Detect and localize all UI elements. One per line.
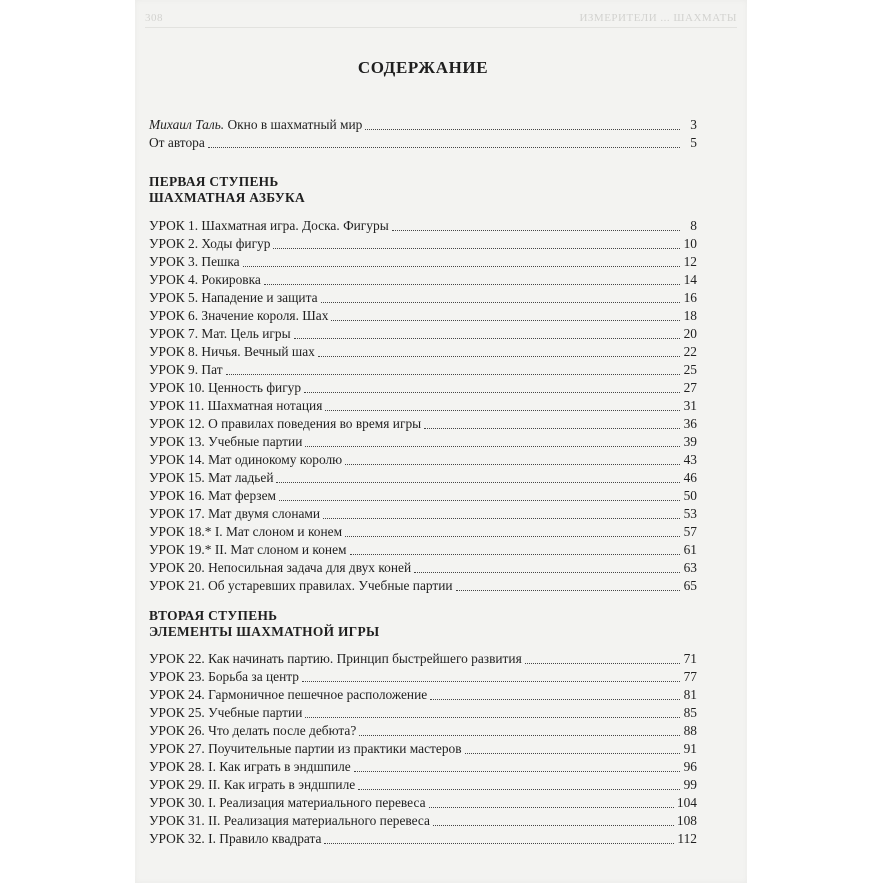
toc-entry-label: УРОК 8. Ничья. Вечный шах [149,344,315,359]
leader-dots [525,662,680,664]
toc-entry[interactable] [149,235,697,253]
toc-entry-page: 108 [676,813,697,828]
leader-dots [276,481,680,483]
toc-entry[interactable] [149,379,697,397]
leader-dots [294,337,680,339]
leader-dots [273,247,680,249]
toc-entry-label: УРОК 29. II. Как играть в эндшпиле [149,777,356,792]
toc-entry-label: УРОК 10. Ценность фигур [149,380,302,395]
toc-entry-label: УРОК 13. Учебные партии [149,434,303,449]
toc-entry-page: 61 [683,542,697,557]
toc-entry-page: 39 [683,434,697,449]
toc-entry-label: УРОК 27. Поучительные партии из практики мастеров [149,741,462,756]
toc-entry[interactable] [149,577,697,595]
leader-dots [430,698,680,700]
toc-entry[interactable] [149,433,697,451]
toc-entry-page: 57 [683,524,697,539]
toc-entry-label: УРОК 32. I. Правило квадрата [149,831,322,846]
toc-entry-page: 85 [683,705,697,720]
toc-entry-page: 5 [690,135,697,150]
toc-entry-label: УРОК 25. Учебные партии [149,705,303,720]
leader-dots [414,571,680,573]
leader-dots [318,355,680,357]
toc-entry-page: 112 [677,831,697,846]
toc-entry-label: УРОК 15. Мат ладьей [149,470,274,485]
section-entries [149,217,697,595]
toc-entry-label: УРОК 20. Непосильная задача для двух коней [149,560,412,575]
toc-entry-label: УРОК 17. Мат двумя слонами [149,506,321,521]
toc-entry[interactable] [149,253,697,271]
leader-dots [345,463,680,465]
leader-dots [359,734,680,736]
toc-entry[interactable] [149,830,697,848]
toc-entry-label: УРОК 12. О правилах поведения во время игры [149,416,422,431]
toc-entry-page: 10 [683,236,697,251]
toc-entry-page: 46 [683,470,697,485]
toc-entry-label: УРОК 16. Мат ферзем [149,488,277,503]
toc-entry[interactable] [149,758,697,776]
toc-entry-author: Михаил Таль. [149,117,225,132]
page-title: СОДЕРЖАНИЕ [357,58,489,77]
toc-entry-page: 25 [683,362,697,377]
toc-entry[interactable] [149,686,697,704]
leader-dots [456,589,680,591]
toc-entry-page: 71 [683,651,697,666]
toc-entry-page: 53 [683,506,697,521]
toc-entry-page: 14 [683,272,697,287]
toc-entry-page: 65 [683,578,697,593]
toc-entry-label: УРОК 30. I. Реализация материального перевеса [149,795,426,810]
toc-entry-label: УРОК 5. Нападение и защита [149,290,318,305]
leader-dots [324,842,674,844]
leader-dots [365,128,680,130]
toc-entry[interactable] [149,415,697,433]
toc-entry-page: 16 [683,290,697,305]
leader-dots [323,517,680,519]
leader-dots [392,229,680,231]
toc-entry-page: 36 [683,416,697,431]
toc-entry[interactable] [149,134,697,152]
toc-entry[interactable] [149,325,697,343]
toc-entry[interactable] [149,217,697,235]
toc-entry-label: УРОК 23. Борьба за центр [149,669,299,684]
running-head-page-number: 308 [145,12,163,24]
toc-entry[interactable] [149,650,697,668]
toc-entry-page: 3 [690,117,697,132]
section-first-step [149,174,697,595]
toc-entry[interactable] [149,704,697,722]
section-subheading: ШАХМАТНАЯ АЗБУКА [149,190,306,205]
toc-entry[interactable] [149,559,697,577]
leader-dots [465,752,680,754]
toc-entry[interactable] [149,722,697,740]
toc-entry[interactable] [149,116,697,134]
leader-dots [433,824,674,826]
leader-dots [208,146,680,148]
leader-dots [305,716,680,718]
toc-entry-page: 20 [683,326,697,341]
intro-entries [149,116,697,152]
running-head [145,12,737,28]
toc-entry-label: Окно в шахматный мир [224,117,363,132]
toc-entry-page: 43 [683,452,697,467]
toc-entry[interactable] [149,343,697,361]
toc-entry[interactable] [149,668,697,686]
toc-entry-label: УРОК 9. Пат [149,362,223,377]
section-second-step [149,608,697,848]
book-page [135,0,747,883]
leader-dots [321,301,680,303]
toc-entry-label: УРОК 21. Об устаревших правилах. Учебные партии [149,578,453,593]
toc-entry-page: 96 [683,759,697,774]
toc-entry[interactable] [149,776,697,794]
toc-entry-label: УРОК 19.* II. Мат слоном и конем [149,542,347,557]
section-entries [149,650,697,848]
toc-entry-page: 77 [683,669,697,684]
leader-dots [226,373,680,375]
table-of-contents [149,58,697,848]
toc-entry-label: От автора [149,135,205,150]
leader-dots [302,680,680,682]
toc-entry[interactable] [149,541,697,559]
toc-entry-label: УРОК 22. Как начинать партию. Принцип быстрейшего развития [149,651,522,666]
toc-entry[interactable] [149,740,697,758]
toc-entry-page: 27 [683,380,697,395]
toc-entry-page: 81 [683,687,697,702]
toc-entry-label: УРОК 2. Ходы фигур [149,236,271,251]
toc-entry[interactable] [149,271,697,289]
toc-entry-label: УРОК 14. Мат одинокому королю [149,452,343,467]
toc-entry-page: 12 [683,254,697,269]
toc-entry-label: УРОК 4. Рокировка [149,272,261,287]
toc-entry[interactable] [149,523,697,541]
toc-entry-page: 88 [683,723,697,738]
toc-entry[interactable] [149,505,697,523]
leader-dots [354,770,680,772]
toc-entry[interactable] [149,307,697,325]
toc-entry-page: 91 [683,741,697,756]
toc-entry-label: УРОК 11. Шахматная нотация [149,398,323,413]
toc-entry[interactable] [149,397,697,415]
section-heading: ПЕРВАЯ СТУПЕНЬ [149,174,279,189]
leader-dots [243,265,680,267]
toc-entry-label: УРОК 31. II. Реализация материального перевеса [149,813,430,828]
toc-entry[interactable] [149,794,697,812]
toc-entry-page: 22 [683,344,697,359]
leader-dots [350,553,680,555]
toc-entry-label: УРОК 24. Гармоничное пешечное расположение [149,687,428,702]
toc-entry-label: УРОК 1. Шахматная игра. Доска. Фигуры [149,218,389,233]
toc-entry-page: 99 [683,777,697,792]
toc-entry-label: УРОК 28. I. Как играть в эндшпиле [149,759,351,774]
leader-dots [264,283,680,285]
section-heading: ВТОРАЯ СТУПЕНЬ [149,608,278,623]
toc-entry-label: УРОК 26. Что делать после дебюта? [149,723,357,738]
toc-entry-page: 18 [683,308,697,323]
toc-entry-page: 104 [676,795,697,810]
toc-entry-page: 8 [690,218,697,233]
toc-entry[interactable] [149,361,697,379]
leader-dots [345,535,680,537]
toc-entry[interactable] [149,469,697,487]
toc-entry[interactable] [149,487,697,505]
leader-dots [304,391,680,393]
toc-entry[interactable] [149,451,697,469]
running-head-title: ИЗМЕРИТЕЛИ ... ШАХМАТЫ [579,12,737,24]
leader-dots [331,319,680,321]
leader-dots [429,806,674,808]
leader-dots [279,499,680,501]
toc-entry-label: УРОК 7. Мат. Цель игры [149,326,291,341]
toc-entry[interactable] [149,812,697,830]
toc-entry-label: УРОК 6. Значение короля. Шах [149,308,329,323]
toc-entry-label: УРОК 3. Пешка [149,254,240,269]
toc-entry-label: УРОК 18.* I. Мат слоном и конем [149,524,343,539]
toc-entry-page: 31 [683,398,697,413]
toc-entry-page: 63 [683,560,697,575]
toc-entry[interactable] [149,289,697,307]
leader-dots [325,409,680,411]
toc-entry-page: 50 [683,488,697,503]
section-subheading: ЭЛЕМЕНТЫ ШАХМАТНОЙ ИГРЫ [149,624,380,639]
leader-dots [358,788,680,790]
leader-dots [424,427,680,429]
leader-dots [305,445,680,447]
